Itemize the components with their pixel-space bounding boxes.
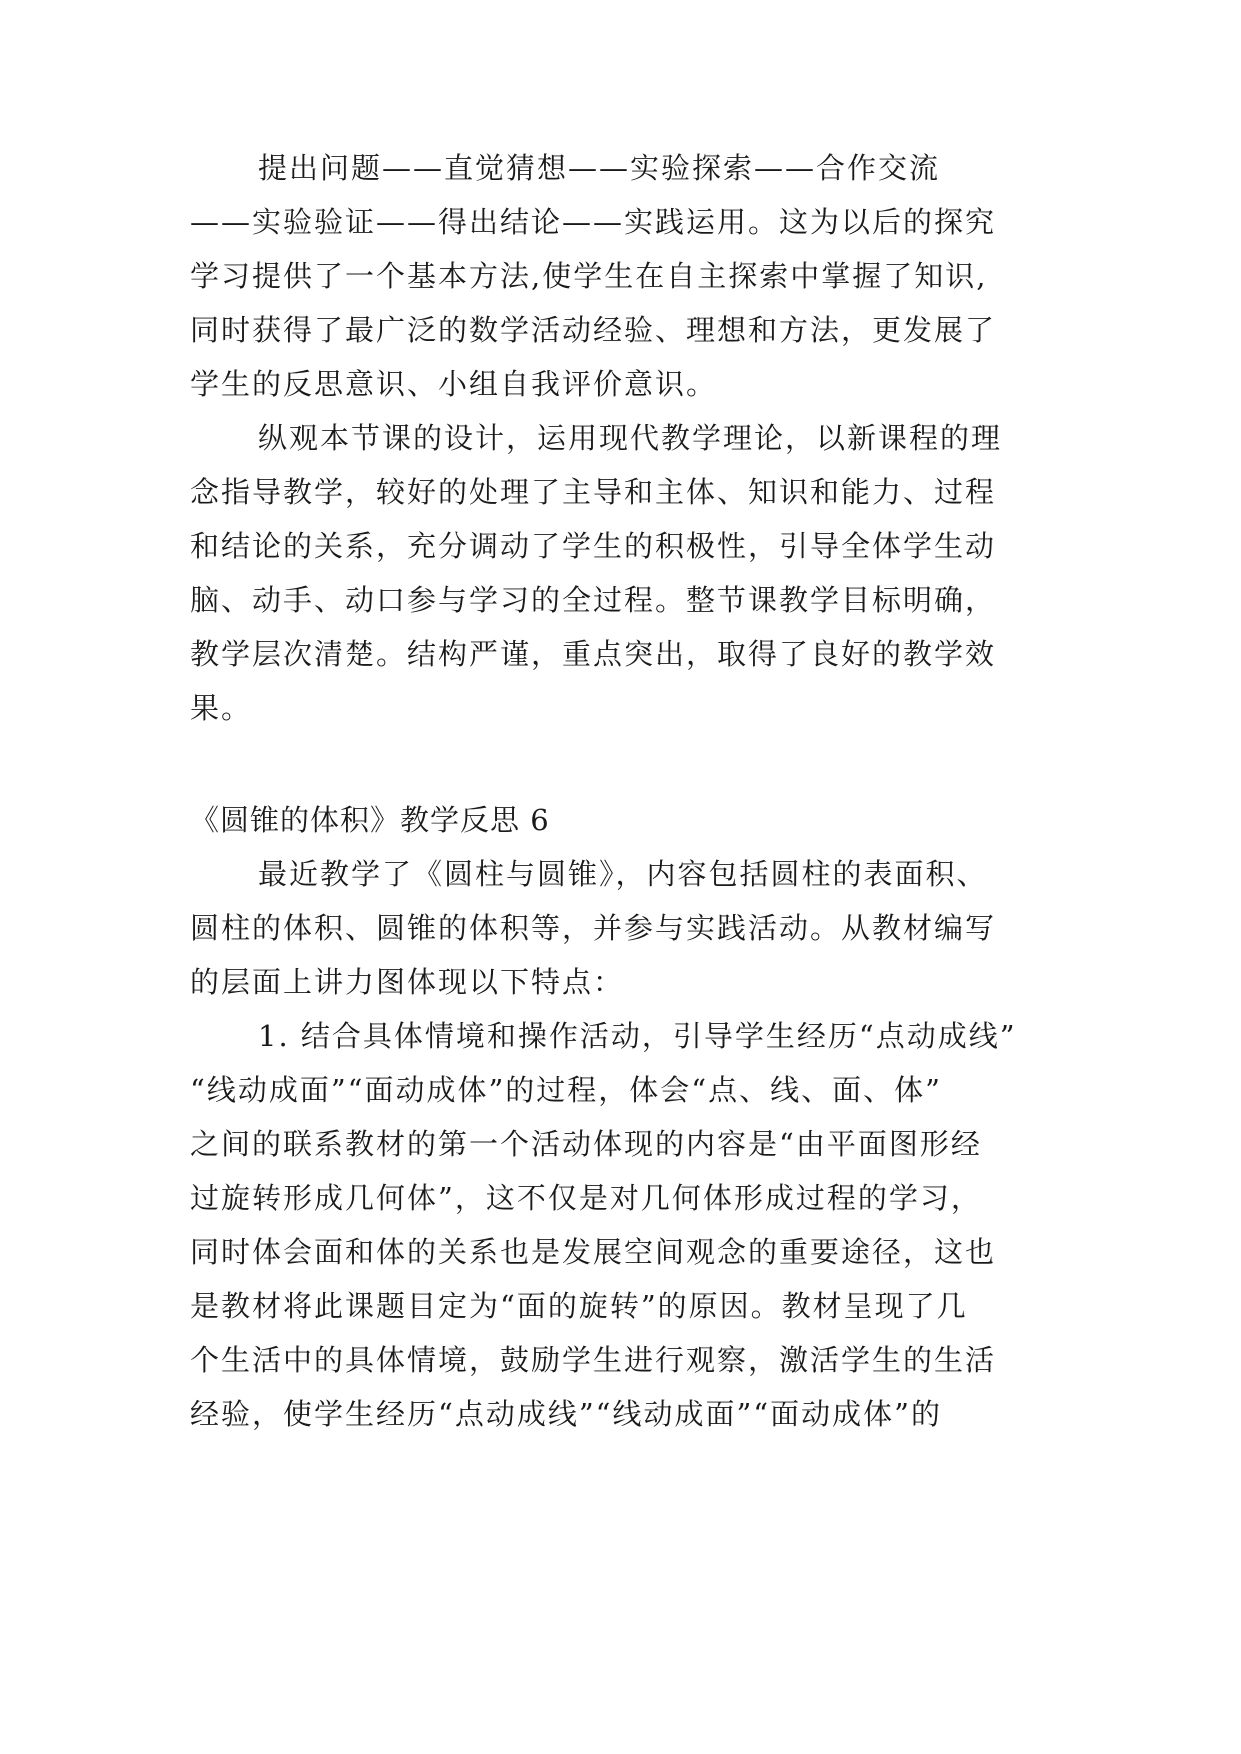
text-line: 同时体会面和体的关系也是发展空间观念的重要途径，这也 — [190, 1235, 997, 1269]
section-title: 《圆锥的体积》教学反思 6 — [190, 803, 550, 837]
text-line: 同时获得了最广泛的数学活动经验、理想和方法，更发展了 — [190, 313, 997, 347]
text-line: 的层面上讲力图体现以下特点： — [190, 965, 625, 999]
text-line: 圆柱的体积、圆锥的体积等，并参与实践活动。从教材编写 — [190, 911, 997, 945]
text-line: 学习提供了一个基本方法,使学生在自主探索中掌握了知识, — [190, 259, 988, 293]
text-line: 1. 结合具体情境和操作活动，引导学生经历“点动成线” — [258, 1019, 1017, 1053]
text-line: 过旋转形成几何体”，这不仅是对几何体形成过程的学习， — [190, 1181, 982, 1215]
text-line: 个生活中的具体情境，鼓励学生进行观察，激活学生的生活 — [190, 1343, 997, 1377]
text-line: 纵观本节课的设计，运用现代教学理论，以新课程的理 — [258, 421, 1003, 455]
text-line: 提出问题——直觉猜想——实验探索——合作交流 — [258, 151, 941, 185]
text-line: ——实验验证——得出结论——实践运用。这为以后的探究 — [190, 205, 997, 239]
text-line: 果。 — [190, 691, 253, 725]
text-line: 之间的联系教材的第一个活动体现的内容是“由平面图形经 — [190, 1127, 982, 1161]
text-line: 是教材将此课题目定为“面的旋转”的原因。教材呈现了几 — [190, 1289, 968, 1323]
text-line: “线动成面”“面动成体”的过程，体会“点、线、面、体” — [190, 1073, 942, 1107]
text-line: 念指导教学，较好的处理了主导和主体、知识和能力、过程 — [190, 475, 997, 509]
text-line: 最近教学了《圆柱与圆锥》，内容包括圆柱的表面积、 — [258, 857, 988, 891]
text-line: 学生的反思意识、小组自我评价意识。 — [190, 367, 718, 401]
text-line: 教学层次清楚。结构严谨，重点突出，取得了良好的教学效 — [190, 637, 997, 671]
text-line: 和结论的关系，充分调动了学生的积极性，引导全体学生动 — [190, 529, 997, 563]
text-line: 脑、动手、动口参与学习的全过程。整节课教学目标明确， — [190, 583, 997, 617]
text-line: 经验，使学生经历“点动成线”“线动成面”“面动成体”的 — [190, 1397, 942, 1431]
